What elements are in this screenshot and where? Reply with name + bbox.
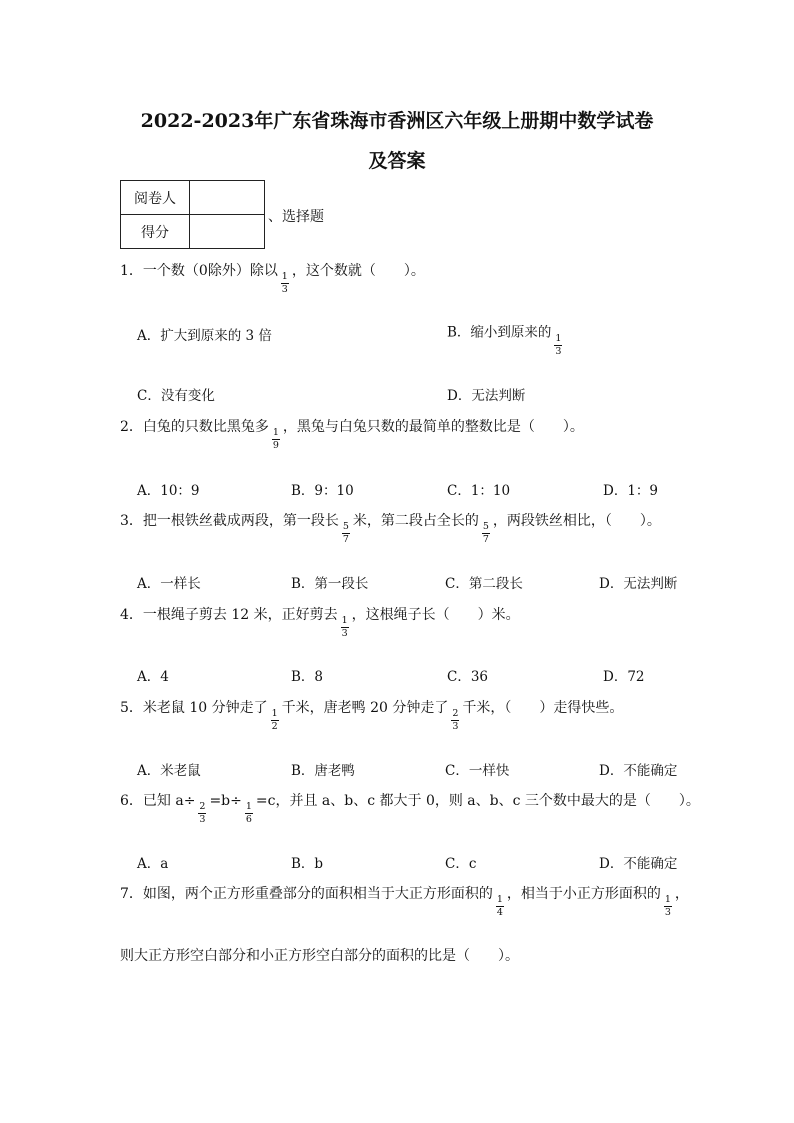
page-title-line2: 及答案 [368, 150, 426, 172]
question-5 [120, 693, 624, 732]
question-4 [120, 600, 520, 639]
fraction: $\frac{1}{6}$ [245, 801, 252, 825]
option-c[interactable]: C．c [445, 856, 477, 872]
score-cell [190, 215, 265, 249]
question-text: ，这个数就（ ）。 [291, 263, 425, 279]
option-d[interactable]: D．72 [603, 669, 645, 685]
question-text: 千米，（ ）走得快些。 [462, 700, 624, 716]
option-a[interactable]: A．10：9 [137, 483, 200, 499]
question-6 [120, 786, 700, 825]
option-d[interactable]: D．无法判断 [447, 388, 526, 404]
question-3 [120, 506, 661, 545]
question-text: =c，并且 a、b、c 都大于 0，则 a、b、c 三个数中最大的是（ ）。 [255, 793, 700, 809]
question-text: ，这根绳子长（ ）米。 [351, 607, 520, 623]
fraction: $\frac{1}{3}$ [555, 333, 562, 357]
option-c[interactable]: C．36 [447, 669, 489, 685]
fraction: $\frac{1}{3}$ [664, 894, 671, 918]
page-title-line1: 2022-2023年广东省珠海市香洲区六年级上册期中数学试卷 [140, 110, 654, 132]
question-text: ，相当于小正方形面积的 [506, 886, 661, 902]
fraction: $\frac{1}{9}$ [272, 427, 279, 451]
option-a[interactable]: A．a [137, 856, 169, 872]
question-text: ，两段铁丝相比，（ ）。 [492, 513, 661, 529]
option-d[interactable]: D．1：9 [603, 483, 659, 499]
option-c[interactable]: C．没有变化 [137, 388, 215, 404]
question-1 [120, 256, 425, 295]
question-text: 7．如图，两个正方形重叠部分的面积相当于大正方形面积的 [120, 886, 493, 902]
question-7 [120, 879, 689, 918]
question-2 [120, 412, 584, 451]
option-a[interactable]: A．4 [137, 669, 169, 685]
question-text: 6．已知 a÷ [120, 793, 196, 809]
option-b[interactable]: B．8 [291, 669, 324, 685]
option-b[interactable]: B．唐老鸭 [291, 763, 355, 779]
question-text: =b÷ [209, 793, 242, 809]
option-d[interactable]: D．无法判断 [599, 576, 678, 592]
question-text: 4．一根绳子剪去 12 米，正好剪去 [120, 607, 338, 623]
reviewer-cell [190, 181, 265, 215]
option-a[interactable]: A．扩大到原来的 3 倍 [137, 328, 272, 344]
question-text: 5．米老鼠 10 分钟走了 [120, 700, 268, 716]
option-d[interactable]: D．不能确定 [599, 856, 678, 872]
option-c[interactable]: C．第二段长 [445, 576, 523, 592]
fraction: $\frac{5}{7}$ [342, 521, 349, 545]
question-text: 2．白兔的只数比黑兔多 [120, 419, 269, 435]
question-7-continuation: 则大正方形空白部分和小正方形空白部分的面积的比是（ ）。 [120, 948, 519, 964]
fraction: $\frac{2}{3}$ [199, 801, 206, 825]
fraction: $\frac{2}{3}$ [452, 708, 459, 732]
fraction: $\frac{1}{4}$ [496, 894, 503, 918]
question-text: 3．把一根铁丝截成两段，第一段长 [120, 513, 339, 529]
option-a[interactable]: A．米老鼠 [137, 763, 201, 779]
fraction: $\frac{1}{3}$ [281, 271, 288, 295]
option-b[interactable]: B．b [291, 856, 324, 872]
option-b[interactable]: B．缩小到原来的 $\frac{1}{3}$ [447, 318, 565, 348]
question-text: 米，第二段占全长的 [352, 513, 479, 529]
option-b[interactable]: B．第一段长 [291, 576, 369, 592]
question-text: ，黑兔与白兔只数的最简单的整数比是（ ）。 [282, 419, 584, 435]
option-b[interactable]: B．9：10 [291, 483, 354, 499]
option-c[interactable]: C．1：10 [447, 483, 511, 499]
question-text: 千米，唐老鸭 20 分钟走了 [281, 700, 449, 716]
score-table [120, 180, 265, 249]
reviewer-label: 阅卷人 [121, 181, 190, 215]
option-a[interactable]: A．一样长 [137, 576, 201, 592]
section-heading: 、选择题 [268, 209, 324, 225]
fraction: $\frac{5}{7}$ [482, 521, 489, 545]
question-text: ， [674, 886, 689, 902]
option-d[interactable]: D．不能确定 [599, 763, 678, 779]
question-text: 1．一个数（0除外）除以 [120, 263, 278, 279]
score-label: 得分 [121, 215, 190, 249]
fraction: $\frac{1}{2}$ [271, 708, 278, 732]
option-c[interactable]: C．一样快 [445, 763, 510, 779]
fraction: $\frac{1}{3}$ [341, 615, 348, 639]
